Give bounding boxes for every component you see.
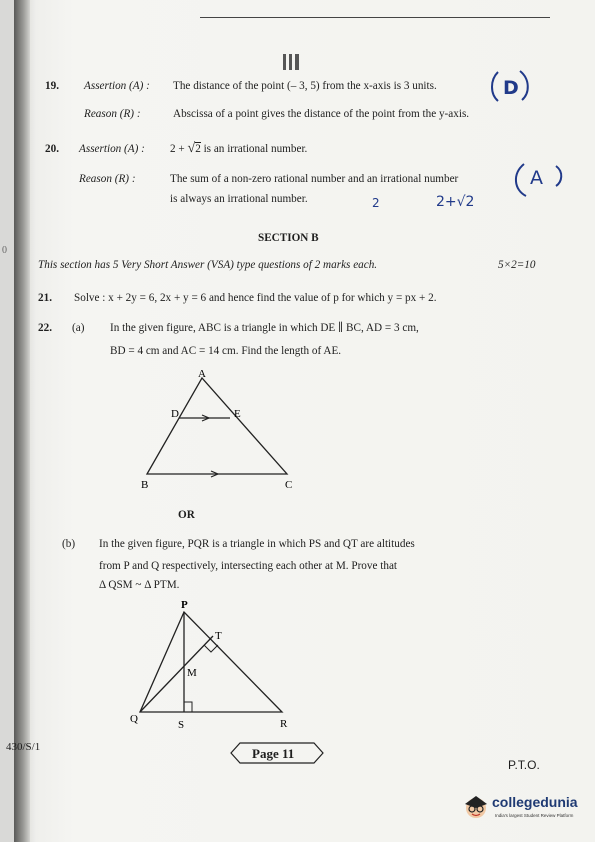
q21-number: 21. <box>38 292 52 304</box>
top-rule <box>200 17 550 18</box>
mascot-icon <box>462 792 490 824</box>
q22a-line2: BD = 4 cm and AC = 14 cm. Find the length of AE. <box>110 345 342 357</box>
label-m: M <box>187 667 197 679</box>
q19-reason-text: Abscissa of a point gives the distance of the point from the y-axis. <box>173 108 470 120</box>
page-number: Page 11 <box>252 746 295 761</box>
q19-answer-letter: D <box>503 77 519 99</box>
q19-assertion-text: The distance of the point (– 3, 5) from the x-axis is 3 units. <box>173 80 437 92</box>
margin-mark: 0 <box>2 245 7 256</box>
pto-label: P.T.O. <box>508 758 540 772</box>
q20-assertion-post: is an irrational number. <box>203 143 308 155</box>
q22a-line1: In the given figure, ABC is a triangle in which DE ∥ BC, AD = 3 cm, <box>110 322 419 334</box>
q19-number: 19. <box>45 80 59 92</box>
q22a-label: (a) <box>72 322 85 334</box>
q20-reason-line2: is always an irrational number. <box>170 193 308 205</box>
sqrt-symbol-icon: √ <box>187 141 196 156</box>
q19-reason-label: Reason (R) : <box>84 108 141 120</box>
section-b-title: SECTION B <box>258 232 319 244</box>
q21-text: Solve : x + 2y = 6, 2x + y = 6 and hence find the value of p for which y = px + 2. <box>74 292 437 304</box>
label-e: E <box>234 408 241 420</box>
label-r: R <box>280 718 288 730</box>
page-binding-shadow <box>14 0 30 842</box>
q20-assertion-label: Assertion (A) : <box>79 143 145 155</box>
q20-handwritten-answer <box>512 160 568 198</box>
q22b-line1: In the given figure, PQR is a triangle in which PS and QT are altitudes <box>99 538 415 550</box>
label-p: P <box>181 599 188 611</box>
q20-assertion-pre: 2 + <box>170 143 185 155</box>
triangle-pqr-figure <box>120 596 310 734</box>
q22b-line3: Δ QSM ~ Δ PTM. <box>99 579 180 591</box>
triangle-abc-figure <box>135 366 305 494</box>
q20-number: 20. <box>45 143 59 155</box>
q20-assertion-math <box>170 142 307 156</box>
or-separator: OR <box>178 509 195 521</box>
q22-number: 22. <box>38 322 52 334</box>
q22b-label: (b) <box>62 538 76 550</box>
q20-reason-label: Reason (R) : <box>79 173 136 185</box>
label-t: T <box>215 630 222 642</box>
collegedunia-logo <box>462 792 590 826</box>
paper-code: 430/S/1 <box>6 741 41 753</box>
label-a: A <box>198 368 206 380</box>
q19-assertion-label: Assertion (A) : <box>84 80 150 92</box>
q20-handwritten-note-1: 2 <box>372 196 380 210</box>
label-b: B <box>141 479 149 491</box>
qr-code-icon <box>283 54 299 70</box>
brand-tagline: India's largest Student Review Platform <box>495 813 574 818</box>
label-c: C <box>285 479 293 491</box>
section-b-intro: This section has 5 Very Short Answer (VSA) type questions of 2 marks each. <box>38 259 378 271</box>
q19-handwritten-answer <box>490 68 532 104</box>
q20-radicand: 2 <box>195 143 201 155</box>
q20-reason-line1: The sum of a non-zero rational number and an irrational number <box>170 173 459 185</box>
q20-answer-letter: A <box>530 167 543 189</box>
label-q: Q <box>130 713 138 725</box>
section-b-marks: 5×2=10 <box>498 259 536 271</box>
label-s: S <box>178 719 185 731</box>
label-d: D <box>171 408 179 420</box>
brand-name: collegedunia <box>492 794 578 810</box>
page-number-box <box>230 742 324 764</box>
q22b-line2: from P and Q respectively, intersecting each other at M. Prove that <box>99 560 398 572</box>
q20-handwritten-note-2: 2+√2 <box>436 194 475 210</box>
